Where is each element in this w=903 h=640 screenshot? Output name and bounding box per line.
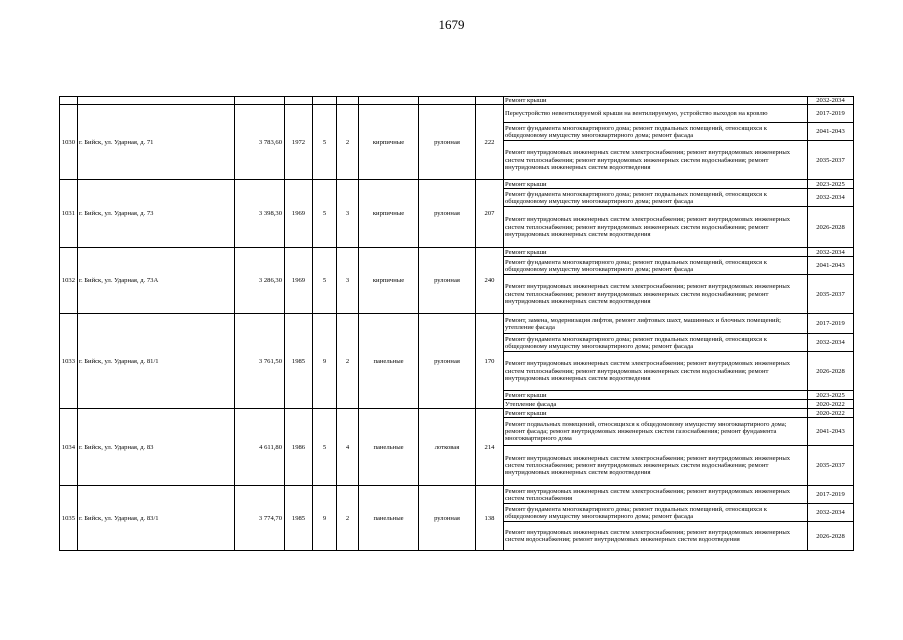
work-type-cell: Ремонт крыши — [504, 180, 808, 189]
floors-cell: 9 — [313, 486, 337, 551]
row-number: 1030 — [60, 105, 78, 180]
floors-cell: 5 — [313, 409, 337, 486]
year-cell: 1969 — [285, 248, 313, 314]
period-cell: 2017-2019 — [808, 486, 854, 504]
page-number: 1679 — [438, 17, 465, 32]
residents-cell: 170 — [476, 314, 504, 409]
period-cell: 2032-2034 — [808, 189, 854, 207]
table-body — [60, 97, 854, 551]
area-cell: 3 398,30 — [235, 180, 285, 248]
residents-cell — [476, 97, 504, 105]
work-type-cell: Ремонт внутридомовых инженерных систем электроснабжения; ремонт внутридомовых инженерных систем теплоснабжения; ремонт внутридомовых инженерных систем водоснабжения; ремонт внутридомовых инженерных систем водоотведения — [504, 275, 808, 314]
work-type-cell: Переустройство невентилируемой крыши на вентилируемую, устройство выходов на кровлю — [504, 105, 808, 123]
table-row — [60, 409, 854, 418]
area-cell: 3 761,50 — [235, 314, 285, 409]
period-cell: 2026-2028 — [808, 207, 854, 248]
table-row — [60, 248, 854, 257]
work-type-cell: Ремонт внутридомовых инженерных систем электроснабжения; ремонт внутридомовых инженерных систем теплоснабжения — [504, 486, 808, 504]
area-cell — [235, 97, 285, 105]
address-cell: г. Бийск, ул. Ударная, д. 81/1 — [78, 314, 235, 409]
walls-cell: панельные — [359, 314, 419, 409]
floors-cell: 5 — [313, 105, 337, 180]
table-row — [60, 97, 854, 105]
work-type-cell: Ремонт внутридомовых инженерных систем электроснабжения; ремонт внутридомовых инженерных систем водоснабжения; ремонт внутридомовых инженерных систем водоотведения — [504, 522, 808, 551]
work-type-cell: Ремонт крыши — [504, 391, 808, 400]
row-number: 1035 — [60, 486, 78, 551]
entrances-cell: 2 — [337, 314, 359, 409]
work-type-cell: Ремонт подвальных помещений, относящихся к общедомовому имуществу многоквартирного дома; ремонт фасада; ремонт внутридомовых инженерных систем газоснабжения; ремонт фундамента многоквартирного дома — [504, 418, 808, 446]
period-cell: 2035-2037 — [808, 446, 854, 486]
work-type-cell: Утепление фасада — [504, 400, 808, 409]
roof-cell: рулонная — [419, 314, 476, 409]
work-type-cell: Ремонт внутридомовых инженерных систем электроснабжения; ремонт внутридомовых инженерных систем теплоснабжения; ремонт внутридомовых инженерных систем водоснабжения; ремонт внутридомовых инженерных систем водоотведения — [504, 446, 808, 486]
period-cell: 2035-2037 — [808, 141, 854, 180]
walls-cell — [359, 97, 419, 105]
area-cell: 3 286,30 — [235, 248, 285, 314]
roof-cell — [419, 97, 476, 105]
period-cell: 2032-2034 — [808, 504, 854, 522]
period-cell: 2020-2022 — [808, 400, 854, 409]
walls-cell: панельные — [359, 409, 419, 486]
address-cell: г. Бийск, ул. Ударная, д. 73 — [78, 180, 235, 248]
table-row — [60, 105, 854, 123]
roof-cell: рулонная — [419, 180, 476, 248]
address-cell — [78, 97, 235, 105]
entrances-cell: 3 — [337, 180, 359, 248]
work-type-cell: Ремонт, замена, модернизация лифтов, ремонт лифтовых шахт, машинных и блочных помещений; утепление фасада — [504, 314, 808, 334]
work-type-cell: Ремонт фундамента многоквартирного дома; ремонт подвальных помещений, относящихся к общедомовому имуществу многоквартирного дома; ремонт фасада — [504, 504, 808, 522]
year-cell — [285, 97, 313, 105]
address-cell: г. Бийск, ул. Ударная, д. 83/1 — [78, 486, 235, 551]
row-number: 1034 — [60, 409, 78, 486]
work-type-cell: Ремонт крыши — [504, 97, 808, 105]
work-type-cell: Ремонт внутридомовых инженерных систем электроснабжения; ремонт внутридомовых инженерных систем теплоснабжения; ремонт внутридомовых инженерных систем водоснабжения; ремонт внутридомовых инженерных систем водоотведения — [504, 352, 808, 391]
table-row — [60, 486, 854, 504]
area-cell: 3 774,70 — [235, 486, 285, 551]
address-cell: г. Бийск, ул. Ударная, д. 83 — [78, 409, 235, 486]
period-cell: 2035-2037 — [808, 275, 854, 314]
walls-cell: кирпичные — [359, 248, 419, 314]
period-cell: 2026-2028 — [808, 522, 854, 551]
roof-cell: рулонная — [419, 105, 476, 180]
capital-repair-table — [59, 96, 854, 551]
period-cell: 2017-2019 — [808, 314, 854, 334]
period-cell: 2032-2034 — [808, 248, 854, 257]
entrances-cell: 2 — [337, 486, 359, 551]
period-cell: 2017-2019 — [808, 105, 854, 123]
work-type-cell: Ремонт фундамента многоквартирного дома; ремонт подвальных помещений, относящихся к общедомовому имуществу многоквартирного дома; ремонт фасада — [504, 189, 808, 207]
row-number: 1032 — [60, 248, 78, 314]
floors-cell: 9 — [313, 314, 337, 409]
address-cell: г. Бийск, ул. Ударная, д. 71 — [78, 105, 235, 180]
floors-cell: 5 — [313, 248, 337, 314]
period-cell: 2032-2034 — [808, 97, 854, 105]
floors-cell — [313, 97, 337, 105]
residents-cell: 138 — [476, 486, 504, 551]
row-number: 1031 — [60, 180, 78, 248]
work-type-cell: Ремонт фундамента многоквартирного дома; ремонт подвальных помещений, относящихся к общедомовому имуществу многоквартирного дома; ремонт фасада — [504, 334, 808, 352]
period-cell: 2041-2043 — [808, 418, 854, 446]
year-cell: 1969 — [285, 180, 313, 248]
period-cell: 2023-2025 — [808, 180, 854, 189]
year-cell: 1985 — [285, 314, 313, 409]
row-number — [60, 97, 78, 105]
walls-cell: панельные — [359, 486, 419, 551]
entrances-cell: 2 — [337, 105, 359, 180]
roof-cell: рулонная — [419, 248, 476, 314]
entrances-cell: 3 — [337, 248, 359, 314]
period-cell: 2041-2043 — [808, 257, 854, 275]
entrances-cell — [337, 97, 359, 105]
work-type-cell: Ремонт внутридомовых инженерных систем электроснабжения; ремонт внутридомовых инженерных систем теплоснабжения; ремонт внутридомовых инженерных систем водоснабжения; ремонт внутридомовых инженерных систем водоотведения — [504, 141, 808, 180]
period-cell: 2026-2028 — [808, 352, 854, 391]
residents-cell: 214 — [476, 409, 504, 486]
year-cell: 1972 — [285, 105, 313, 180]
area-cell: 4 611,80 — [235, 409, 285, 486]
work-type-cell: Ремонт крыши — [504, 248, 808, 257]
area-cell: 3 783,60 — [235, 105, 285, 180]
residents-cell: 222 — [476, 105, 504, 180]
period-cell: 2020-2022 — [808, 409, 854, 418]
roof-cell: рулонная — [419, 486, 476, 551]
entrances-cell: 4 — [337, 409, 359, 486]
period-cell: 2023-2025 — [808, 391, 854, 400]
table-row — [60, 314, 854, 334]
walls-cell: кирпичные — [359, 180, 419, 248]
work-type-cell: Ремонт внутридомовых инженерных систем электроснабжения; ремонт внутридомовых инженерных систем теплоснабжения; ремонт внутридомовых инженерных систем водоснабжения; ремонт внутридомовых инженерных систем водоотведения — [504, 207, 808, 248]
work-type-cell: Ремонт фундамента многоквартирного дома; ремонт подвальных помещений, относящихся к общедомовому имуществу многоквартирного дома; ремонт фасада — [504, 123, 808, 141]
roof-cell: лотковая — [419, 409, 476, 486]
year-cell: 1985 — [285, 486, 313, 551]
address-cell: г. Бийск, ул. Ударная, д. 73А — [78, 248, 235, 314]
residents-cell: 240 — [476, 248, 504, 314]
row-number: 1033 — [60, 314, 78, 409]
walls-cell: кирпичные — [359, 105, 419, 180]
work-type-cell: Ремонт фундамента многоквартирного дома; ремонт подвальных помещений, относящихся к общедомовому имуществу многоквартирного дома; ремонт фасада — [504, 257, 808, 275]
residents-cell: 207 — [476, 180, 504, 248]
table-row — [60, 180, 854, 189]
floors-cell: 5 — [313, 180, 337, 248]
period-cell: 2032-2034 — [808, 334, 854, 352]
period-cell: 2041-2043 — [808, 123, 854, 141]
work-type-cell: Ремонт крыши — [504, 409, 808, 418]
year-cell: 1986 — [285, 409, 313, 486]
